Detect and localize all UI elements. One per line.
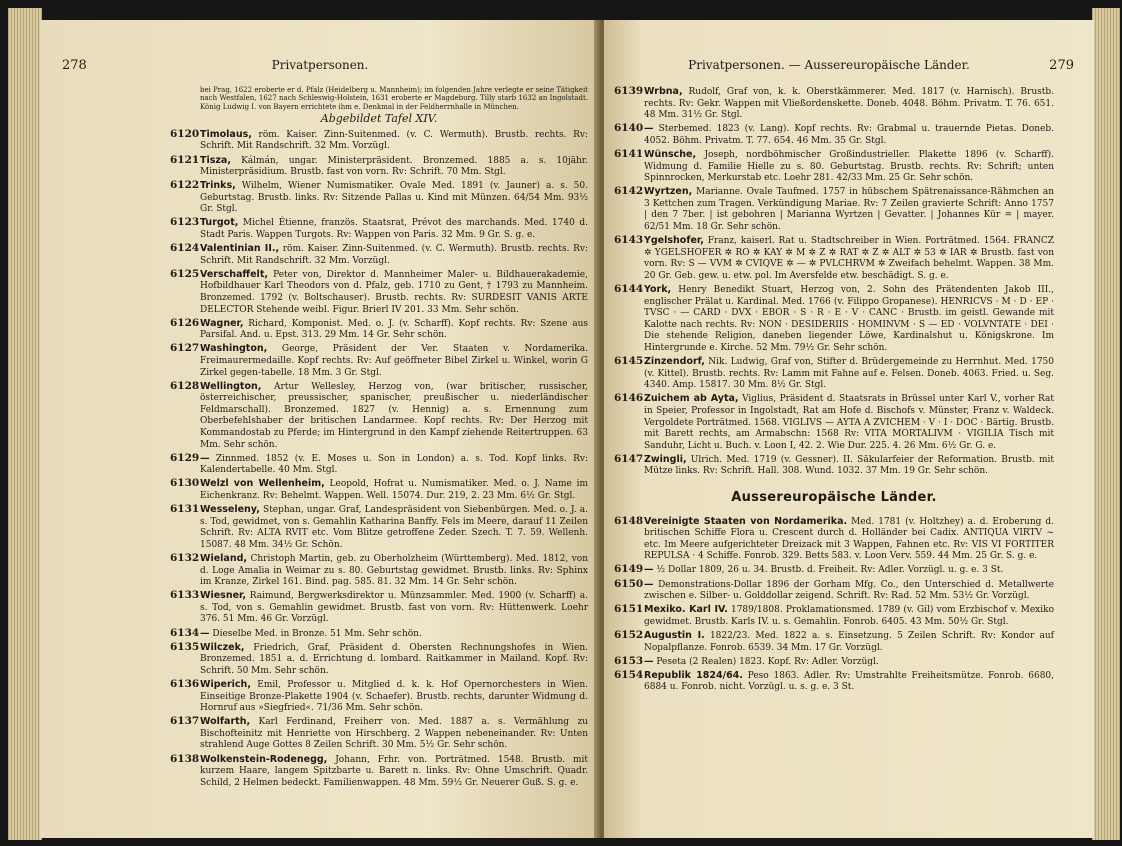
catalog-entry: [614, 579, 1054, 603]
entry-name: Timolaus,: [200, 128, 252, 140]
entry-name: Zwingli,: [644, 453, 687, 465]
lot-number: 6121: [170, 153, 200, 166]
lot-number: 6141: [614, 147, 644, 160]
catalog-entry: [170, 217, 588, 241]
lot-number: 6148: [614, 514, 644, 527]
catalog-entry: [614, 235, 1054, 282]
catalog-entry: [170, 243, 588, 267]
running-head: Privatpersonen. — Aussereuropäische Länder.: [688, 58, 970, 72]
entry-name: Wieland,: [200, 553, 248, 564]
entry-text: Christoph Martin, geb. zu Oberholzheim (Württemberg). Med. 1812, von d. Loge Amalia in Weimar zu s. 80. Geburtstag gewidmet. Brustb. links. Rv: Sphinx im Kranze, Zirkel 161. Bind. pag. 585. 81. 32 Mm. 14 Gr. Sehr schön.: [200, 554, 588, 588]
entry-text: Med. 1781 (v. Holtzhey) a. d. Eroberung d. britischen Schiffe Flora u. Crescent durch d. Holländer bei Cadix. ANTIQUA VIRTV ~ etc. Im Meere aufgerichteter Dreizack mit 3 Wappen, Fahnen etc. Rv: VIS VI FORTITER REPULSA · 4 Schiffe. Fonrob. 329. Betts 583. v. Loon Verv. 559. 44 Mm. 25 Gr. S. g. e.: [644, 516, 1054, 562]
catalog-entry: [614, 516, 1054, 563]
catalog-entry: [614, 86, 1054, 122]
entry-list: [170, 129, 588, 789]
entry-text: Peter von, Direktor d. Mannheimer Maler- u. Bildhauerakademie, Hofbildhauer Karl Theodors von d. Pfalz, geb. 1710 zu Gent, † 1793 zu Mannheim. Bronzemed. 1792 (v. Boltschauser). Brustb. rechts. Rv: SURDESIT VANIS ARTE DELECTOR Stehende weibl. Figur. Brierl IV 201. 33 Mm. Sehr schön.: [200, 269, 588, 315]
lot-number: 6128: [170, 379, 200, 392]
lot-number: 6127: [170, 342, 200, 355]
catalog-entry: [170, 679, 588, 715]
lot-number: 6140: [614, 122, 644, 135]
lot-number: 6139: [614, 85, 644, 97]
entry-name: Wilczek,: [200, 641, 245, 653]
intro-text: bei Prag, 1622 eroberte er d. Pfalz (Heidelberg u. Mannheim); im folgenden Jahre verlegte er seine Tätigkeit nach Westfalen, 1627 nach Schleswig-Holstein, 1631 eroberte er Magdeburg. Tilly starb 1632 an Ingolstadt. König Ludwig I. von Bayern errichtete ihm e. Denkmal in der Feldherrnhalle in München.: [200, 86, 588, 111]
lot-number: 6124: [170, 242, 200, 255]
lot-number: 6154: [614, 668, 644, 681]
entry-text: Wilhelm, Wiener Numismatiker. Ovale Med. 1891 (v. Jauner) a. s. 50. Geburtstag. Brustb. links. Rv: Sitzende Pallas u. Kind mit Münzen. 64/54 Mm. 93½ Gr. Stgl.: [200, 181, 588, 215]
catalog-entry: [614, 630, 1054, 654]
entry-text: Richard, Komponist. Med. o. J. (v. Scharff). Kopf rechts. Rv: Szene aus Parsifal. And. u. Epst. 313. 29 Mm. 14 Gr. Sehr schön.: [200, 318, 588, 341]
entry-name: Mexiko. Karl IV.: [644, 604, 728, 616]
catalog-entry: [614, 186, 1054, 233]
entry-text: Peso 1863. Adler. Rv: Umstrahlte Freiheitsmütze. Fonrob. 6680, 6884 u. Fonrob. nicht. Vorzügl. u. s. g. e. 3 St.: [644, 670, 1055, 693]
lot-number: 6142: [614, 185, 644, 198]
lot-number: 6131: [170, 503, 200, 516]
lot-number: 6126: [170, 316, 200, 329]
lot-number: 6133: [170, 589, 200, 602]
entry-text: 1822/23. Med. 1822 a. s. Einsetzung. 5 Zeilen Schrift. Rv: Kondor auf Nopalpflanze. Fonrob. 6539. 34 Mm. 17 Gr. Vorzügl.: [644, 630, 1054, 653]
entry-name: Wrbna,: [644, 86, 683, 97]
entry-text: Stephan, ungar. Graf, Landespräsident von Siebenbürgen. Med. o. J. a. s. Tod, gewidmet, von s. Gemahlin Katharina Banffy. Fels im Meere, darauf 11 Zeilen Schrift. Rv: ALTA RVIT etc. Vom Blitze getroffene Zeder. Szech. T. 7. 59. Wellenh. 15087. 48 Mm. 34½ Gr. Schön.: [200, 505, 588, 550]
entry-name: Zinzendorf,: [644, 356, 705, 368]
catalog-entry: [170, 590, 588, 626]
lot-number: 6143: [614, 234, 644, 247]
entry-name: Augustin I.: [644, 629, 705, 641]
entry-name: —: [200, 627, 210, 639]
right-page: [604, 20, 1094, 838]
catalog-entry: [170, 269, 588, 316]
lot-number: 6123: [170, 216, 200, 229]
catalog-entry: [170, 553, 588, 589]
catalog-entry: [614, 670, 1054, 694]
entry-name: —: [644, 578, 654, 590]
plate-caption: Abgebildet Tafel XIV.: [320, 112, 438, 126]
entry-name: York,: [644, 284, 672, 295]
section-title: Aussereuropäische Länder.: [731, 490, 937, 505]
catalog-entry: [170, 180, 588, 216]
lot-number: 6136: [170, 677, 200, 690]
left-page: [40, 20, 600, 838]
lot-number: 6144: [614, 283, 644, 295]
entry-name: Ygelshofer,: [644, 235, 704, 247]
right-entries: [614, 86, 1054, 695]
entry-text: Michel Étienne, französ. Staatsrat, Prévot des marchands. Med. 1740 d. Stadt Paris. Wappen Turgots. Rv: Wappen von Paris. 32 Mm. 9 Gr. S. g. e.: [200, 218, 588, 241]
entry-name: Turgot,: [200, 217, 239, 229]
entry-name: Zuichem ab Ayta,: [644, 393, 739, 405]
entry-text: Franz, kaiserl. Rat u. Stadtschreiber in Wien. Porträtmed. 1564. FRANCZ ✲ YGELSHOFER ✲ RO ✲ KAY ✲ M ✲ Z ✲ RAT ✲ Z ✲ ALT ✲ 53 ✲ IAR ✲ Brustb. fast von vorn. Rv: S — VVM ✲ CVIQVE ✲ — ✲ PVLCHRVM ✲ Zweifach behelmt. Wappen. 38 Mm. 20 Gr. Geb. gew. u. etw. pol. Im Aversfelde etw. beschädigt. S. g. e.: [644, 236, 1054, 281]
entry-name: Republik 1824/64.: [644, 669, 743, 681]
lot-number: 6134: [170, 626, 200, 639]
entry-text: Viglius, Präsident d. Staatsrats in Brüssel unter Karl V., vorher Rat in Speier, Professor in Ingolstadt, Rat am Hofe d. Bischofs v. Münster, Franz v. Waldeck. Vergoldete Porträtmed. 1568. VIGLIVS — AYTA A ZVICHEM · V · I · DOC · Bärtig. Brustb. mit Barett rechts, am Armabschn: 1568 Rv: VITA MORTALIVM · VIGILIA Tisch mit Sanduhr, Licht u. Buch. v. Loon I, 42. 2. Wie Dur. 225. 4. 26 Mm. 6½ Gr. G. e.: [644, 394, 1054, 451]
lot-number: 6122: [170, 179, 200, 192]
lot-number: 6145: [614, 355, 644, 368]
catalog-entry: [170, 504, 588, 551]
entry-name: Wiperich,: [200, 678, 251, 690]
entry-text: Zinnmed. 1852 (v. E. Moses u. Son in London) a. s. Tod. Kopf links. Rv: Kalendertabelle. 40 Mm. Stgl.: [200, 453, 588, 476]
lot-number: 6129: [170, 451, 200, 464]
catalog-entry: [170, 628, 588, 641]
entry-text: Kálmán, ungar. Ministerpräsident. Bronzemed. 1885 a. s. 10jähr. Ministerpräsidium. Brustb. fast von vorn. Rv: Schrift. 70 Mm. Stgl.: [200, 155, 588, 178]
catalog-entry: [170, 155, 588, 179]
catalog-entry: [614, 393, 1054, 452]
entry-name: Vereinigte Staaten von Nordamerika.: [644, 515, 848, 527]
entry-name: —: [200, 452, 210, 464]
entry-text: röm. Kaiser. Zinn-Suitenmed. (v. C. Wermuth). Brustb. rechts. Rv: Schrift. Mit Randschrift. 32 Mm. Vorzügl.: [200, 129, 588, 152]
entry-name: —: [644, 564, 654, 576]
entry-name: Wellington,: [200, 380, 262, 392]
catalog-entry: [614, 123, 1054, 147]
entry-name: Wolkenstein-Rodenegg,: [200, 753, 328, 765]
page-edges-right: [1092, 8, 1120, 840]
entry-text: Nik. Ludwig, Graf von, Stifter d. Brüdergemeinde zu Herrnhut. Med. 1750 (v. Kittel). Brustb. rechts. Rv: Lamm mit Fahne auf e. Felsen. Doneb. 4063. Fried. u. Seg. 4340. Amp. 15817. 30 Mm. 8½ Gr. Stgl.: [644, 357, 1054, 391]
entry-list: [614, 86, 1054, 478]
entry-text: Artur Wellesley, Herzog von, (war britischer, russischer, österreichischer, preussischer, spanischer, preußischer u. niederländischer Feldmarschall). Bronzemed. 1827 (v. Hennig) a. s. Ernennung zum Oberbefehlshaber der britischen Landarmee. Kopf rechts. Rv: Der Herzog mit Kommandostab zu Pferde; im Hintergrund in den Kampf ziehende Reitertruppen. 63 Mm. Sehr schön.: [200, 381, 588, 450]
catalog-entry: [170, 381, 588, 452]
left-entries: [170, 86, 588, 791]
entry-name: Wesseleny,: [200, 504, 260, 516]
entry-text: Marianne. Ovale Taufmed. 1757 in hübschem Spätrenaissance-Rähmchen an 3 Kettchen zum Tragen. Verkündigung Mariae. Rv: 7 Zeilen gravierte Schrift: Anno 1757 | den 7 7ber. | ist gebohren | Marianna Wyrtzen | Gevatter. | Johannes Kür = | mayer. 62/51 Mm. 18 Gr. Sehr schön.: [644, 187, 1054, 233]
entry-text: Friedrich, Graf, Präsident d. Obersten Rechnungshofes in Wien. Bronzemed. 1851 a. d. Errichtung d. lombard. Raitkammer in Mailand. Kopf. Rv: Schrift. 50 Mm. Sehr schön.: [200, 642, 588, 676]
entry-text: Johann, Frhr. von. Porträtmed. 1548. Brustb. mit kurzem Haare, langem Spitzbarte u. Barett n. links. Rv: Ohne Umschrift. Quadr. Schild, 2 Helmen bedeckt. Familienwappen. 48 Mm. 59½ Gr. Neuerer Guß. S. g. e.: [200, 754, 588, 788]
catalog-entry: [614, 656, 1054, 669]
catalog-entry: [170, 318, 588, 342]
lot-number: 6152: [614, 628, 644, 641]
entry-name: Verschaffelt,: [200, 268, 268, 280]
lot-number: 6151: [614, 603, 644, 616]
catalog-entry: [170, 642, 588, 678]
entry-text: Ulrich. Med. 1719 (v. Gessner). II. Säkularfeier der Reformation. Brustb. mit Mütze links. Rv: Schrift. Hall. 308. Wund. 1032. 37 Mm. 19 Gr. Sehr schön.: [644, 454, 1054, 477]
entry-name: Wagner,: [200, 317, 244, 329]
lot-number: 6147: [614, 452, 644, 465]
entry-name: Valentinian II.,: [200, 243, 280, 255]
catalog-entry: [614, 284, 1054, 355]
lot-number: 6137: [170, 715, 200, 728]
entry-name: Trinks,: [200, 180, 236, 192]
entry-name: Wolfarth,: [200, 716, 251, 728]
running-head: Privatpersonen.: [271, 58, 369, 72]
entry-text: röm. Kaiser. Zinn-Suitenmed. (v. C. Wermuth). Brustb. rechts. Rv: Schrift. Mit Randschrift. 32 Mm. Vorzügl.: [200, 244, 588, 266]
entry-text: Emil, Professor u. Mitglied d. k. k. Hof Opernorchesters in Wien. Einseitige Bronze-Plakette 1904 (v. Schaefer). Brustb. rechts, darunter Widmung d. Hornruf aus »Siegfried«. 71/36 Mm. Sehr schön.: [200, 679, 588, 714]
left-header: [62, 58, 578, 73]
entry-text: Joseph, nordböhmischer Großindustrieller. Plakette 1896 (v. Scharff). Widmung d. Familie Hielle zu s. 80. Geburtstag. Brustb. rechts. Rv: Schrift; unten Spinnrocken, Merkurstab etc. Loehr 281. 42/33 Mm. 25 Gr. Sehr schön.: [644, 149, 1054, 184]
catalog-entry: [170, 716, 588, 752]
entry-text: 1789/1808. Proklamationsmed. 1789 (v. Gil) vom Erzbischof v. Mexiko gewidmet. Brustb. Karls IV. u. s. Gemahlin. Fonrob. 6405. 43 Mm. 50½ Gr. Stgl.: [644, 605, 1054, 627]
page-number: 278: [62, 58, 87, 73]
entry-text: Henry Benedikt Stuart, Herzog von, 2. Sohn des Prätendenten Jakob III., englischer Prälat u. Kardinal. Med. 1766 (v. Filippo Gropanese). HENRICVS · M · D · EP · TVSC · — CARD · DVX · EBOR · S · R · E · V · CANC · Brustb. im geistl. Gewande mit Kalotte nach rechts. Rv: NON · DESIDERIIS · HOMINVM · S — ED · VOLVNTATE · DEI · Die stehende Religion, daneben liegender Löwe, Kardinalshut u. Königskrone. Im Hintergrunde e. Kirche. 52 Mm. 79½ Gr. Sehr schön.: [644, 285, 1054, 353]
catalog-entry: [614, 604, 1054, 628]
entry-name: Wünsche,: [644, 148, 697, 160]
entry-name: —: [644, 123, 654, 135]
lot-number: 6130: [170, 477, 200, 490]
page-number: 279: [1049, 58, 1074, 73]
catalog-entry: [614, 356, 1054, 392]
entry-text: George, Präsident der Ver. Staaten v. Nordamerika. Freimaurermedaille. Kopf rechts. Rv: Auf geöffneter Bibel Zirkel u. Winkel, worin G Zirkel gegen-tabelle. 18 Mm. 3 Gr. Stgl.: [200, 344, 588, 378]
entry-text: Sterbemed. 1823 (v. Lang). Kopf rechts. Rv: Grabmal u. trauernde Pietas. Doneb. 4052. Böhm. Privatm. T. 77. 654. 46 Mm. 35 Gr. Stgl.: [644, 124, 1054, 146]
lot-number: 6135: [170, 640, 200, 653]
catalog-entry: [170, 453, 588, 477]
entry-name: Welzl von Wellenheim,: [200, 478, 325, 490]
catalog-entry: [614, 454, 1054, 478]
entry-text: Dieselbe Med. in Bronze. 51 Mm. Sehr schön.: [212, 628, 422, 639]
section-entry-list: [614, 516, 1054, 694]
page-edges-left: [8, 8, 42, 840]
entry-name: Washington,: [200, 343, 268, 355]
catalog-entry: [170, 343, 588, 379]
lot-number: 6150: [614, 577, 644, 590]
entry-name: —: [644, 655, 654, 667]
entry-text: Raimund, Bergwerksdirektor u. Münzsammler. Med. 1900 (v. Scharff) a. s. Tod, von s. Gemahlin gewidmet. Brustb. fast von vorn. Rv: Hüttenwerk. Loehr 376. 51 Mm. 46 Gr. Vorzügl.: [200, 591, 588, 625]
entry-text: Demonstrations-Dollar 1896 der Gorham Mfg. Co., den Unterschied d. Metallwerte zwischen e. Silber- u. Golddollar zeigend. Schrift. Rv: Rad. 52 Mm. 53½ Gr. Vorzügl.: [644, 579, 1054, 602]
catalog-entry: [170, 478, 588, 502]
catalog-entry: [614, 149, 1054, 185]
lot-number: 6132: [170, 552, 200, 564]
catalog-entry: [170, 754, 588, 790]
entry-text: Karl Ferdinand, Freiherr von. Med. 1887 a. s. Vermählung zu Bischofteinitz mit Henriette von Hirschberg. 2 Wappen nebeneinander. Rv: Unten strahlend Auge Gottes 8 Zeilen Schrift. 30 Mm. 5½ Gr. Sehr schön.: [200, 717, 588, 751]
lot-number: 6149: [614, 563, 644, 576]
entry-name: Wiesner,: [200, 590, 246, 602]
lot-number: 6153: [614, 654, 644, 667]
catalog-entry: [170, 129, 588, 153]
lot-number: 6138: [170, 752, 200, 765]
catalog-entry: [614, 564, 1054, 577]
entry-text: Peseta (2 Realen) 1823. Kopf. Rv: Adler. Vorzügl.: [656, 656, 879, 667]
entry-text: Leopold, Hofrat u. Numismatiker. Med. o. J. Name im Eichenkranz. Rv: Behelmt. Wappen. Well. 15074. Dur. 219, 2. 23 Mm. 6½ Gr. Stgl.: [200, 479, 588, 502]
lot-number: 6146: [614, 392, 644, 405]
entry-text: ½ Dollar 1809, 26 u. 34. Brustb. d. Freiheit. Rv: Adler. Vorzügl. u. g. e. 3 St.: [656, 565, 1004, 576]
entry-name: Wyrtzen,: [644, 186, 693, 198]
lot-number: 6120: [170, 127, 200, 140]
lot-number: 6125: [170, 267, 200, 280]
entry-name: Tisza,: [200, 154, 231, 166]
entry-text: Rudolf, Graf von, k. k. Oberstkämmerer. Med. 1817 (v. Harnisch). Brustb. rechts. Rv: Gekr. Wappen mit Vließordenskette. Doneb. 4048. Böhm. Privatm. T. 76. 651. 48 Mm. 31½ Gr. Stgl.: [644, 87, 1054, 121]
